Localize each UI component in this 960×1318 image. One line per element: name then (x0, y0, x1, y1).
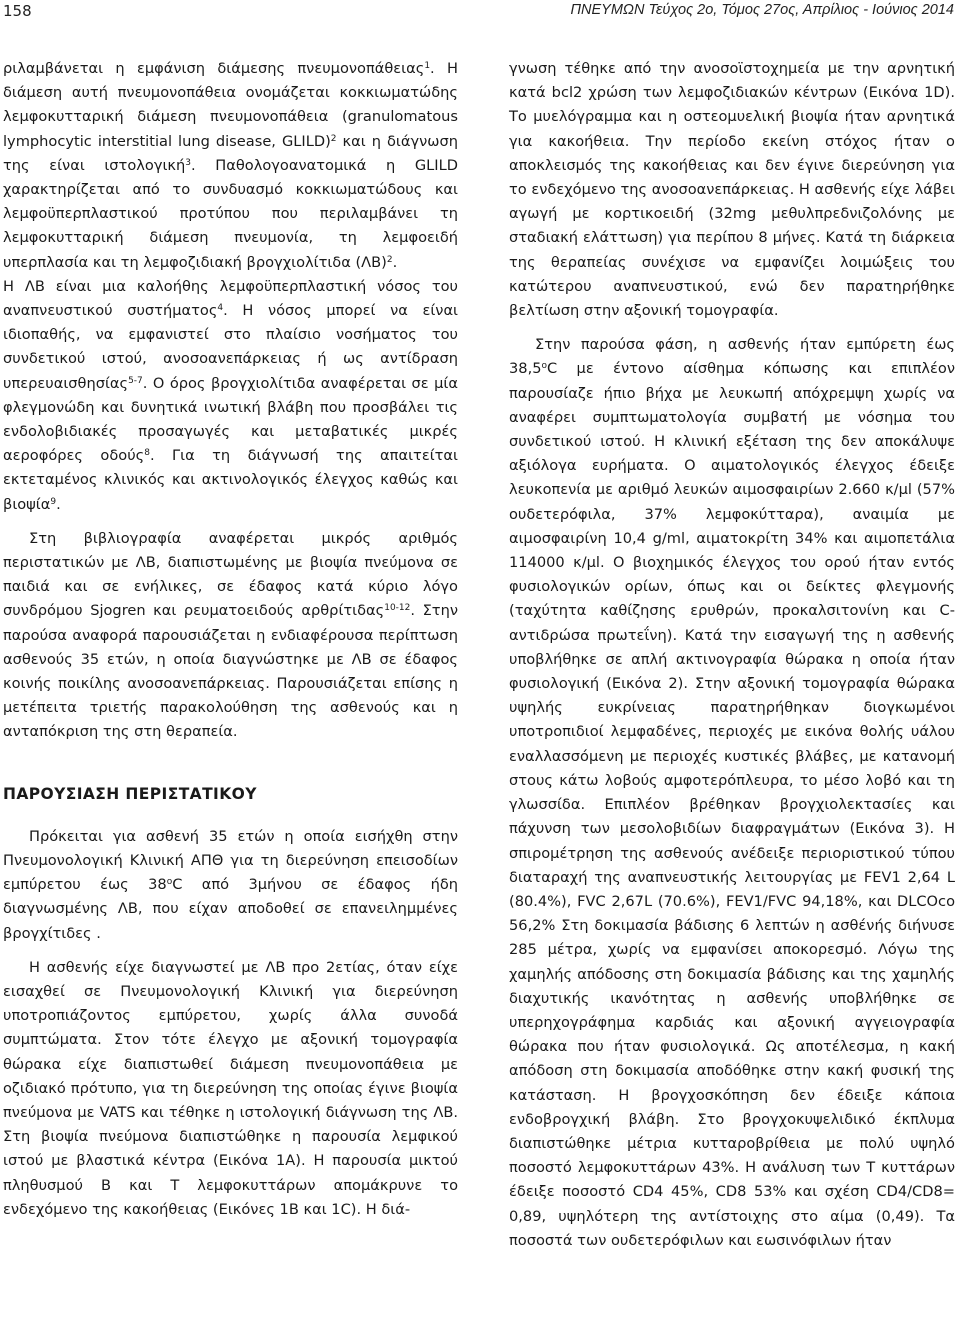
right-column (509, 57, 955, 1253)
citation-ref: 8 (144, 448, 150, 459)
text-run: . (56, 495, 61, 513)
journal-running-head: ΠΝΕΥΜΩΝ Τεύχος 2ο, Τόμος 27ος, Απρίλιος - Ιούνιος 2014 (570, 2, 954, 18)
paragraph-lb-definition (3, 275, 458, 517)
paragraph-current-presentation (509, 333, 955, 1253)
text-run: . Η διάμεση αυτή πνευμονοπάθεια ονομάζεται κοκκιωματώδης λεμφοκυτταρική διάμεση πνευμονοπάθεια (granulomatous lymphocytic interstitial lung disease, GLILD) (3, 60, 458, 150)
paragraph-case-history (3, 956, 458, 1222)
citation-ref: 2 (330, 133, 337, 144)
text-run: . Στην παρούσα αναφορά παρουσιάζεται η ενδιαφέρουσα περίπτωση ασθενούς 35 ετών, η οποία διαγνώστηκε με ΛΒ σε έδαφος κοινής ποικίλης ανοσοανεπάρκειας. Παρουσιάζεται επίσης η μετέπειτα τριετής παρακολούθηση της ασθενούς και η ανταπόκριση της στη θεραπεία. (3, 602, 458, 741)
text-run: Στη βιβλιογραφία αναφέρεται μικρός αριθμός περιστατικών με ΛΒ, διαπιστωμένης με βιοψία πνεύμονα σε παιδιά και σε ενήλικες, σε έδαφος κατά κύριο λόγο συνδρόμου Sjogren και ρευματοειδούς αρθρίτιδας (3, 529, 458, 620)
text-run: Πρόκειται για ασθενή 35 ετών η οποία εισήχθη στην Πνευμονολογική Κλινική ΑΠΘ για τη διερεύνηση επεισοδίων εμπύρετου έως 38 (3, 827, 458, 894)
citation-ref: 9 (50, 496, 57, 507)
page-header (0, 0, 960, 30)
citation-ref: 3 (185, 157, 191, 168)
text-run: και η διάγνωση της είναι ιστολογική (3, 132, 458, 174)
degree-sup: ο (541, 361, 548, 372)
text-run: . Η νόσος μπορεί να είναι ιδιοπαθής, να εμφανιστεί στο πλαίσιο νοσήματος του συνδετικού ιστού, ανοσοανεπάρκειας ή ως αντίδραση υπερευαισθησίας (3, 302, 458, 392)
section-heading: ΠΑΡΟΥΣΙΑΣΗ ΠΕΡΙΣΤΑΤΙΚΟΥ (3, 784, 257, 803)
text-run: . Για τη διάγνωσή της απαιτείται εκτεταμένος κλινικός και ακτινολογικός έλεγχος καθώς και βιοψία (3, 447, 458, 513)
text-run: γνωση τέθηκε από την ανοσοϊστοχημεία με την αρνητική κατά bcl2 χρώση των λεμφοζιδιακών κέντρων (Εικόνα 1D). Το μυελόγραμμα και η οστεομυελική βιοψία ήταν αρνητικά για κακοήθεια. Την περίοδο εκείνη στόχος ήταν ο αποκλεισμός της κακοήθειας και δεν έγινε διερεύνηση για το ενδεχόμενο της ανοσοανεπάρκειας. Η ασθενής είχε λάβει αγωγή με κορτικοειδή (32mg μεθυλπρεδνιζολόνης με σταδιακή ελάττωση) για περίπου 8 μήνες. Κατά τη διάρκεια της θεραπείας συνέχισε να εμφανίζει λοιμώξεις του κατώτερου αναπνευστικού, ενώ δεν παρατηρήθηκε βελτίωση στην αξονική τομογραφία. (509, 60, 955, 320)
text-run: . Παθολογοανατομικά η GLILD χαρακτηρίζεται από το συνδυασμό κοκκιωματώδους και λεμφοϋπερπλαστικού προτύπου που περιλαμβάνει τη λεμφοκυτταρική διάμεση πνευμονία, τη λεμφοειδή υπερπλασία και τη λεμφοζιδιακή βρογχιολίτιδα (ΛΒ) (3, 156, 458, 271)
text-run: Η ασθενής είχε διαγνωστεί με ΛΒ προ 2ετίας, όταν είχε εισαχθεί σε Πνευμονολογική Κλινική για διερεύνηση υποτροπιάζοντος εμπύρετου, χωρίς άλλα συνοδά συμπτώματα. Στον τότε έλεγχο με αξονική τομογραφία θώρακα είχε διαπιστωθεί διάμεση πνευμονοπάθεια με οζιδιακό πρότυπο, για τη διερεύνηση της οποίας έγινε βιοψία πνεύμονα με VATS και τέθηκε η ιστολογική διάγνωση της ΛΒ. Στη βιοψία πνεύμονα διαπιστώθηκε η παρουσία λεμφικού ιστού με βλαστικά κέντρα (Εικόνα 1Α). Η παρουσία μικτού πληθυσμού Β και Τ λεμφοκυττάρων απομάκρυνε το ενδεχόμενο της κακοήθειας (Εικόνες 1Β και 1C). Η διά- (3, 958, 458, 1218)
paragraph-intro-glild (3, 57, 458, 275)
citation-ref: 10-12 (384, 603, 411, 614)
citation-ref: 2 (386, 254, 393, 265)
text-run: . (392, 253, 398, 271)
left-column (3, 57, 458, 1222)
paragraph-diagnosis-continued (509, 57, 955, 323)
page-number: 158 (3, 2, 32, 20)
paragraph-case-intro (3, 825, 458, 946)
text-run: C με έντονο αίσθημα κόπωσης και επιπλέον παρουσίαζε ήπιο βήχα με λευκωπή απόχρεμψη χωρίς να αναφέρει συμπτωματολογία συμβατή με νόσημα του συνδετικού ιστού. Η κλινική εξέταση της δεν απoκάλυψε αξιόλογα ευρήματα. Ο αιματολογικός έλεγχος έδειξε λευκοπενία με αριθμό λευκών αιμοσφαιρίων 2.660 κ/μl (57% ουδετερόφιλα, 37% λεμφοκύτταρα), αναιμία με αιμοσφαιρίνη 10,4 g/ml, αιματοκρίτη 34% και αιμοπετάλια 114000 κ/μl. Ο βιοχημικός έλεγχος του ορού ήταν εντός φυσιολογικών ορίων, όπως και οι δείκτες φλεγμονής (ταχύτητα καθίζησης ερυθρών, προκαλσιτονίνη και C-αντιδρώσα πρωτεΐνη). Κατά την εισαγωγή της η ασθενής υποβλήθηκε σε απλή ακτινογραφία θώρακα η οποία ήταν φυσιολογική (Εικόνα 2). Στην αξονική τομογραφία θώρακα υψηλής ευκρίνειας παρατηρήθηκαν διογκωμένοι υποτροπιδιοί λεμφαδένες, περιοχές με εικόνα θολής υάλου εναλλασσόμενη με περιοχές κυστικές βλάβες, με κατανομή στους κάτω λοβούς αμφοτερόπλευρα, το μέσο λοβό και τη γλωσσίδα. Επιπλέον βρέθηκαν βρογχιολεκτασίες και πάχυνση των μεσολοβιδίων διαφραγμάτων (Εικόνα 3). Η σπιρομέτρηση της ασθενούς ανέδειξε περιοριστικού τύπου διαταραχή της αναπνευστικής λειτουργίας με FEV1 2,64 L (80.4%), FVC 2,67L (70.6%), FEV1/FVC 94,18%, και DLCOco 56,2% Στη δοκιμασία βάδισης 6 λεπτών η ασθένής διήνυσε 285 μέτρα, χωρίς να εμφανίσει αποκορεσμό. Λόγω της χαμηλής απόδοσης στη δοκιμασία βάδισης και της χαμηλής διαχυτικής ικανότητας η ασθενής υποβλήθηκε σε υπερηχογράφημα καρδιάς και αξονική αγγειογραφία θώρακα που ήταν φυσιολογικά. Ως αποτέλεσμα, η κακή απόδοση στη δοκιμασία αποδόθηκε στην κακή φυσική της κατάσταση. Η βρογχοσκόπηση δεν έδειξε κάποια ενδοβρογχική βλάβη. Στο βρογχοκυψελιδικό έκπλυμα διαπιστώθηκε μέτρια κυτταροβρίθεια με πολύ υψηλό ποσοστό λεμφοκυττάρων 43%. Η ανάλυση των Τ κυττάρων έδειξε ποσοστό CD4 45%, CD8 53% και σχέση CD4/CD8= 0,89, υψηλότερη της αντίστοιχης στο αίμα (0,49). Τα ποσοστά των ουδετερόφιλων και εωσινόφιλων ήταν (509, 360, 955, 1249)
degree-sup: ο (166, 877, 173, 888)
text-run: Η ΛΒ είναι μια καλοήθης λεμφοϋπερπλαστική νόσος του αναπνευστικού συστήματος (3, 277, 458, 320)
text-run: ριλαμβάνεται η εμφάνιση διάμεσης πνευμονοπάθειας (3, 60, 425, 77)
citation-ref: 5-7 (128, 375, 143, 386)
paragraph-literature (3, 527, 458, 745)
text-run: . Ο όρος βρογχιολίτιδα αναφέρεται σε μία φλεγμονώδη και δυνητικά ινωτική βλάβη που προσβάλει τις ενδολοβιδιακές προσαγωγές και μεταβατικές μικρές αεροφόρες οδούς (3, 374, 458, 465)
citation-ref: 1 (424, 61, 431, 71)
text-run: C από 3μήνου σε έδαφος ήδη διαγνωσμένης ΛΒ, που είχαν αποδοθεί σε επανειλημμένες βρογχίτιδες . (3, 876, 458, 942)
text-run: Στην παρούσα φάση, η ασθενής ήταν εμπύρετη έως 38,5 (509, 336, 955, 378)
citation-ref: 4 (217, 303, 224, 314)
